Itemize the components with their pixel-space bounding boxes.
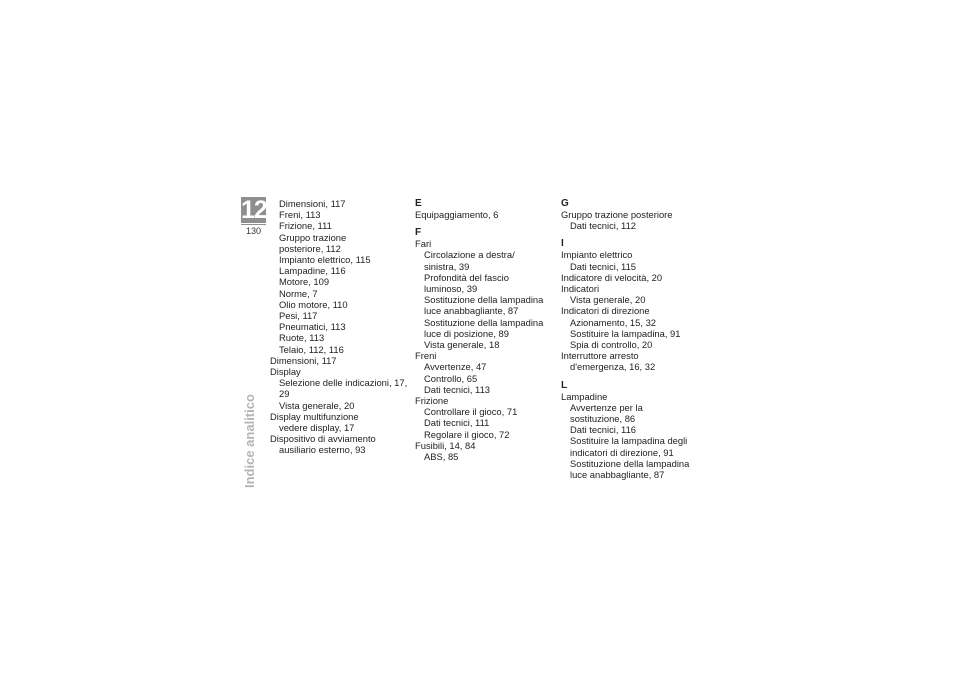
index-column-3 (561, 198, 703, 480)
index-subentry: Dimensioni, 117 (279, 198, 346, 209)
index-entry: Gruppo trazione posteriore (561, 209, 673, 220)
index-subentry: Pesi, 117 (279, 310, 318, 322)
index-entry: Interruttore arresto (561, 350, 639, 362)
index-entry: Impianto elettrico (561, 249, 633, 261)
index-subentry: luce anabbagliante, 87 (570, 469, 665, 481)
index-entry: Lampadine (561, 390, 608, 402)
index-entry: Display (270, 366, 301, 378)
index-entry: Indicatore di velocità, 20 (561, 271, 663, 283)
index-subentry: ABS, 85 (424, 451, 459, 463)
index-subentry: Controllo, 65 (424, 372, 478, 384)
index-subentry: Controllare il gioco, 71 (424, 406, 518, 418)
index-subentry: posteriore, 112 (279, 242, 341, 254)
index-subentry: sinistra, 39 (424, 260, 470, 272)
index-subentry: Gruppo trazione (279, 231, 347, 243)
index-subentry: Dati tecnici, 116 (570, 424, 637, 436)
index-subentry: Motore, 109 (279, 276, 330, 288)
chapter-marker (241, 197, 266, 237)
index-subentry: Frizione, 111 (279, 220, 332, 232)
index-subentry: Circolazione a destra/ (424, 249, 515, 261)
index-subentry: Dati tecnici, 115 (570, 260, 637, 272)
index-column-1 (270, 198, 412, 456)
index-entry: Freni (415, 350, 437, 362)
index-subentry: luce di posizione, 89 (424, 327, 509, 339)
index-subentry: ausiliario esterno, 93 (279, 444, 366, 456)
index-subentry: Sostituzione della lampadina (570, 457, 690, 469)
index-entry: Fusibili, 14, 84 (415, 439, 476, 451)
index-subentry: Spia di controllo, 20 (570, 339, 653, 351)
index-subentry: Sostituire la lampadina, 91 (570, 327, 681, 339)
index-subentry: 29 (279, 388, 290, 400)
chapter-number: 12 (241, 196, 267, 224)
index-subentry: Regolare il gioco, 72 (424, 428, 510, 440)
index-subentry: sostituzione, 86 (570, 413, 636, 425)
index-subentry: Sostituire la lampadina degli (570, 435, 688, 447)
page-number: 130 (241, 224, 266, 237)
index-subentry: luce anabbagliante, 87 (424, 305, 519, 317)
index-subentry: Freni, 113 (279, 209, 321, 221)
index-column-2 (415, 198, 557, 462)
index-entry: Fari (415, 238, 432, 250)
index-subentry: Telaio, 112, 116 (279, 343, 344, 355)
index-subentry: Sostituzione della lampadina (424, 294, 544, 306)
index-entry: Frizione (415, 395, 449, 407)
index-letter-heading: E (415, 198, 422, 209)
index-subentry: Avvertenze per la (570, 401, 643, 413)
section-title: Indice analitico (242, 394, 257, 488)
index-subentry: Norme, 7 (279, 287, 318, 299)
index-subentry: Impianto elettrico, 115 (279, 254, 371, 266)
index-subentry: Dati tecnici, 113 (424, 383, 491, 395)
index-subentry: Olio motore, 110 (279, 298, 348, 310)
index-letter-heading: G (561, 198, 569, 209)
index-subentry: Vista generale, 18 (424, 339, 500, 351)
index-entry: Dimensioni, 117 (270, 354, 337, 366)
index-letter-heading: L (561, 379, 568, 391)
index-subentry: indicatori di direzione, 91 (570, 446, 674, 458)
index-subentry: Profondità del fascio (424, 271, 509, 283)
index-subentry: Dati tecnici, 111 (424, 417, 490, 429)
index-subentry: Pneumatici, 113 (279, 321, 346, 333)
index-subentry: Selezione delle indicazioni, 17, (279, 377, 408, 389)
index-subentry: Lampadine, 116 (279, 265, 346, 277)
index-subentry: d'emergenza, 16, 32 (570, 361, 656, 373)
index-subentry: Avvertenze, 47 (424, 361, 487, 373)
index-entry: Indicatori (561, 283, 600, 295)
index-subentry: Vista generale, 20 (279, 399, 355, 411)
index-entry: Display multifunzione (270, 410, 359, 422)
index-entry: Dispositivo di avviamento (270, 433, 376, 445)
index-subentry: luminoso, 39 (424, 283, 478, 295)
index-subentry: vedere display, 17 (279, 422, 355, 434)
index-letter-heading: I (561, 238, 564, 250)
index-subentry: Dati tecnici, 112 (570, 220, 637, 232)
index-subentry: Azionamento, 15, 32 (570, 316, 656, 328)
index-entry: Indicatori di direzione (561, 305, 650, 317)
index-letter-heading: F (415, 227, 422, 239)
index-entry: Equipaggiamento, 6 (415, 209, 499, 220)
index-subentry: Sostituzione della lampadina (424, 316, 544, 328)
index-subentry: Ruote, 113 (279, 332, 325, 344)
index-subentry: Vista generale, 20 (570, 294, 646, 306)
